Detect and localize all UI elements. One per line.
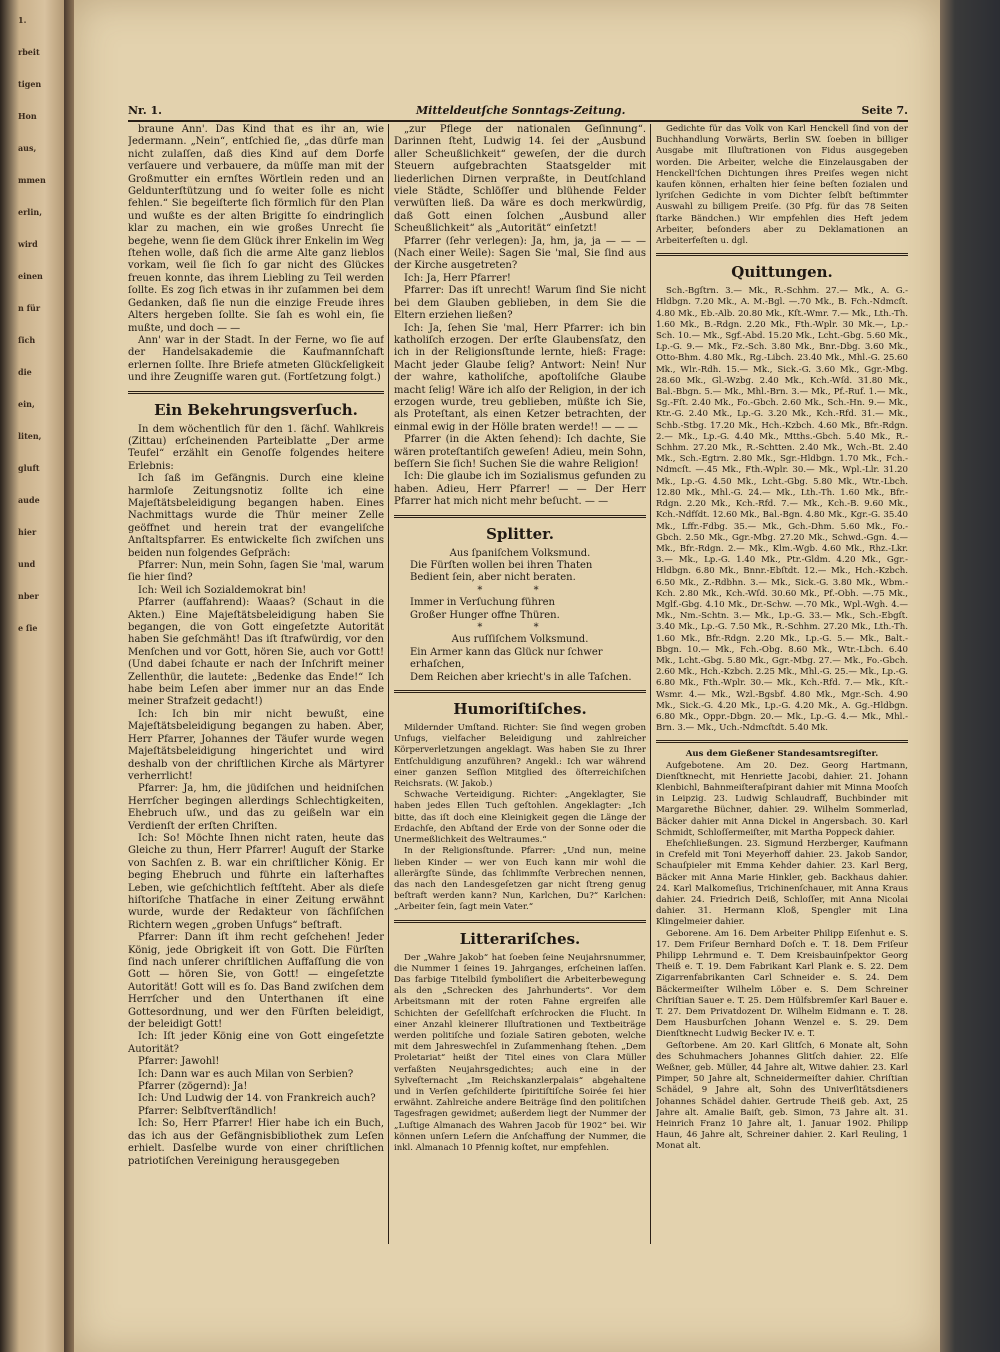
paragraph: „zur Pflege der nationalen Geſinnung“. Darinnen ſteht, Ludwig 14. ſei der „Ausbund aller Scheußlichkeit“ geweſen, der die durch Steuern aufgebrachten Staatsgelder mit liederlichen Dirnen verpraßte, in Deutſchland viele Städte, Schlöſſer und blühende Felder verwüſten ließ. Da wäre es doch merkwürdig, daß Gott einen ſolchen „Ausbund aller Scheußlichkeit“ als „Autorität“ einſetzt! bbox=[394, 124, 646, 235]
margin-fragment: liten, bbox=[18, 431, 42, 441]
paragraph: Ich: Ja, Herr Pfarrer! bbox=[404, 272, 511, 284]
newspaper-page bbox=[74, 0, 940, 1352]
margin-fragment: n für bbox=[18, 303, 41, 313]
paragraph: Pfarrer: Jawohl! bbox=[138, 1056, 220, 1068]
article-continuation bbox=[394, 124, 646, 509]
article-title: Ein Bekehrungsverſuch. bbox=[154, 400, 358, 419]
registry-entry: Aufgebotene. Am 20. Dez. Georg Hartmann, Dienſtknecht, mit Henriette Jacobi, dahier. 21. Johann Klenbichl, Bahnmeiſteraſpirant dahier mit Minna Mooſch in Leipzig. 23. Ludwig Schlaudraff, Buchbinder mit Margarethe Büchner, dahier. 29. Wilhelm Sommerlad, Bäcker dahier mit Anna Dickel in Angersbach. 30. Karl Schmidt, Schloſſermeiſter, mit Martha Poppeck dahier. bbox=[656, 760, 908, 838]
paragraph: Ich: So! Möchte Ihnen nicht raten, heute das Gleiche zu thun, Herr Pfarrer! Auguſt der Starke von Sachſen z. B. war ein chriſtlicher König. Er beging Ehebruch und führte ein laſterhaftes Leben, wie geſchichtlich feſtſteht. Aber als dieſe hiſtoriſche Thatſache in einer Zeitung erwähnt wurde, wurde der Redakteur von ſächſiſchen Richtern wegen „groben Unfugs“ beſtraft. bbox=[128, 832, 384, 931]
paragraph: Pfarrer: Dann iſt ihm recht geſchehen! Jeder König, jede Obrigkeit iſt von Gott. Die Fürſten ſind nach unſerer chriſtlichen Auffaſſung die von Gott — hören Sie, von Gott! — eingeſetzte Autorität! Gott will es ſo. Das Band zwiſchen dem Herrſcher und den Unterthanen iſt eine Gottesordnung, und wer den Fürſten beleidigt, der beleidigt Gott! bbox=[128, 932, 384, 1031]
column-divider bbox=[650, 124, 651, 1244]
column-2 bbox=[394, 124, 646, 1264]
margin-fragment: aude bbox=[18, 495, 40, 505]
verse bbox=[394, 647, 646, 684]
margin-fragment: rbeit bbox=[18, 47, 40, 57]
verse-line: Großer Hunger offne Thüren. bbox=[410, 609, 560, 621]
splitter-title: Splitter. bbox=[486, 524, 554, 543]
paragraph: Pfarrer: Nun, mein Sohn, ſagen Sie 'mal, warum ſie hier ſind? bbox=[128, 560, 384, 584]
story-continuation bbox=[128, 124, 384, 385]
book-binding bbox=[940, 0, 1000, 1352]
margin-fragment: gluft bbox=[18, 463, 40, 473]
page-number: Seite 7. bbox=[861, 104, 908, 117]
section-divider bbox=[656, 253, 908, 256]
paragraph: Ich: So, Herr Pfarrer! Hier habe ich ein Buch, das ich aus der Gefängnisbibliothek zum Leſen erhielt. Dasſelbe wurde von einer chriſtlichen patriotiſchen Vereinigung herausgegeben bbox=[128, 1118, 384, 1167]
paragraph: Ich: Weil ich Sozialdemokrat bin! bbox=[138, 584, 307, 596]
humor-title: Humoriſtiſches. bbox=[453, 700, 587, 719]
stars-divider: * * bbox=[477, 622, 563, 634]
margin-fragment: nber bbox=[18, 591, 39, 601]
verse-line: Immer in Verſuchung führen bbox=[410, 597, 555, 609]
margin-fragment: erlin, bbox=[18, 207, 42, 217]
verse-line: Die Fürſten wollen bei ihren Thaten bbox=[410, 560, 593, 571]
margin-fragment: die bbox=[18, 367, 32, 377]
literature-title: Litterariſches. bbox=[459, 929, 581, 948]
margin-fragment: wird bbox=[18, 239, 38, 249]
paragraph: Ich ſaß im Gefängnis. Durch eine kleine harmloſe Zeitungsnotiz ſollte ich eine Majeſtätsbeleidigung begangen haben. Eines Nachmittags wurde die Thür meiner Zelle geöffnet und herein trat der evangeliſche Anſtaltspfarrer. Es entwickelte ſich zwiſchen uns beiden nun folgendes Geſpräch: bbox=[128, 473, 384, 559]
margin-fragment: und bbox=[18, 559, 36, 569]
facing-page-edge bbox=[0, 0, 64, 1352]
section-divider bbox=[394, 515, 646, 518]
facing-page-fragments bbox=[0, 8, 64, 640]
humor-item: Schwache Verteidigung. Richter: „Angeklagter, Sie haben jedes Ellen Tuch geſtohlen. Angeklagter: „Ich bitte, das iſt doch eine Kleinigkeit gegen die Länge der Erdachſe, den Abſtand der Erde von der Sonne oder die Unermeßlichkeit des Weltraumes.“ bbox=[394, 790, 646, 846]
paragraph: Ich: Ja, ſehen Sie 'mal, Herr Pfarrer: ich bin katholiſch erzogen. Der erſte Glaubensſatz, den ich in der Religionsſtunde lernte, hieß: Frage: Macht jeder Glaube ſelig? Antwort: Nein! Nur der wahre, katholiſche, apoſtoliſche Glaube macht ſelig! Wäre ich alſo der Religion, in der ich erzogen wurde, treu geblieben, müßte ich Sie, als Proteſtant, als einen Ketzer betrachten, der einmal ewig in der Hölle braten werde!! — — — bbox=[394, 322, 646, 433]
humor-item: In der Religionsſtunde. Pfarrer: „Und nun, meine lieben Kinder — wer von Euch kann mir wohl die allerärgſte Sünde, das ſchlimmſte Verbrechen nennen, das nach den Landesgeſetzen gar nicht ſtreng genug beſtraft werden kann? Nun, Karlchen, Du?“ Karlchen: „Arbeiter ſein, ſagt mein Vater.“ bbox=[394, 846, 646, 913]
margin-fragment: ein, bbox=[18, 399, 35, 409]
registry-entry: Eheſchließungen. 23. Sigmund Herzberger, Kaufmann in Crefeld mit Toni Meyerhoff dahier. 23. Jakob Sandor, Schauſpieler mit Emma Kehder dahier. 23. Karl Berg, Bäcker mit Anna Marie Hinkler, geb. Backhaus dahier. 24. Karl Malkomeſius, Trichinenſchauer, mit Anna Kraus dahier. 24. Friedrich Deiß, Schloſſer, mit Anna Nicolai dahier. 31. Hermann Kloß, Spengler mit Lina Klingelmeier dahier. bbox=[656, 838, 908, 928]
column-1 bbox=[128, 124, 384, 1264]
verse bbox=[394, 560, 646, 585]
notice-henckell: Gedichte für das Volk von Karl Henckell ſind von der Buchhandlung Vorwärts, Berlin SW. ſoeben in billiger Ausgabe mit Illuſtrationen von Fidus ausgegeben worden. Die Arbeiter, welche die Einzelausgaben der Henckell'ſchen Dichtungen ihres Preiſes wegen nicht kaufen können, erhalten hier ſeine beſten ſozialen und lyriſchen Gedichte in vom Dichter ſelbſt beſtimmter Auswahl zu billigem Preiſe. (30 Pfg. für das 78 Seiten ſtarke Bändchen.) Wir empfehlen dies Heft jedem Arbeiter, beſonders aber zu Deklamationen an Arbeiterfeſten u. dgl. bbox=[656, 124, 908, 247]
receipts-title: Quittungen. bbox=[731, 263, 833, 282]
receipts-list: Sch.-Bgſtrn. 3.— Mk., R.-Schhm. 27.— Mk., A. G.-Hldbgn. 7.20 Mk., A. M.-Bgl. —.70 Mk., B. Fch.-Ndmcſt. 4.80 Mk., Eb.-Alb. 20.80 Mk., Kſt.-Wmr. 7.— Mk., Lth.-Th. 1.60 Mk., B.-Rdgn. 2.20 Mk., Fth.-Wplr. 30 Mk.—, Lp.-Sch. 10.— Mk., Sgf.-Abd. 15.20 Mk., Lcht.-Gbg. 5.60 Mk., Lp.-G. 9.— Mk., Fz.-Sch. 3.80 Mk., Bnr.-Dbg. 3.60 Mk., Otto-Bhm. 4.80 Mk., Rg.-Libch. 23.40 Mk., Mhl.-G. 25.60 Mk., Wlr.-Rdh. 15.— Mk., Sick.-G. 3.60 Mk., Ggr.-Mbg. 28.60 Mk., Gl.-Wzbg. 2.40 Mk., Kch.-Wſd. 31.80 Mk., Bal.-Bbgn. 5.— Mk., Mhl.-Brn. 3.— Mk., Pf.-Ruf. 1.— Mk., Sg.-Fſt. 2.40 Mk., Fo.-Gbch. 2.60 Mk., Sch.-Hn. 9.— Mk., Ktr.-G. 2.40 Mk., Lp.-G. 3.20 Mk., Kch.-Rfd. 31.— Mk., Schb.-Stbg. 17.20 Mk., Hch.-Kzbch. 4.60 Mk., Bfr.-Rdgn. 2.— Mk., Lp.-G. 4.40 Mk., Mtths.-Gbch. 5.40 Mk., R.-Schhm. 27.20 Mk., R.-Schtten. 2.40 Mk., Wch.-Bt. 2.40 Mk., Sch.-Egtrn. 2.80 Mk., Sgr.-Hldbgn. 1.70 Mk., Fch.-Ndmcſt. —.45 Mk., Fth.-Wplr. 30.— Mk., Wpl.-Llr. 31.20 Mk., Lp.-G. 4.50 Mk., Lcht.-Gbg. 5.80 Mk., Wtr.-Lbch. 12.80 Mk., Mhl.-G. 24.— Mk., Lth.-Th. 1.60 Mk., Bfr.-Rdgn. 2.20 Mk., Kch.-Rfd. 7.— Mk., Kch.-B. 9.60 Mk., Kch.-Ndfſdt. 12.60 Mk., Bal.-Bgn. 4.80 Mk., Kgr.-G. 35.40 Mk., Lffr.-Fdbg. 35.— Mk., Gch.-Dhm. 5.60 Mk., Fo.-Gbch. 2.50 Mk., Ggr.-Mbg. 27.20 Mk., Schwd.-Ggn. 4.— Mk., Bfr.-Rdgn. 2.— Mk., Klm.-Wgb. 4.60 Mk., Rhz.-Lkr. 3.— Mk., Lp.-G. 1.40 Mk., Ptr.-Gldm. 4.20 Mk., Ggr.-Hldbgn. 6.80 Mk., Bnnr.-Ebſtdt. 12.— Mk., Hch.-Kzbch. 6.50 Mk., Z.-Rdbhn. 3.— Mk., Sick.-G. 3.80 Mk., Wbm.-Kch. 2.80 Mk., Kch.-Wſd. 30.60 Mk., Pf.-Obh. —.75 Mk., Mglf.-Gbg. 4.10 Mk., Dr.-Schw. —.70 Mk., Wpl.-Wgh. 4.— Mk., Nm.-Schtn. 3.— Mk., Lp.-G. 33.— Mk., Sch.-Ebgſt. 3.40 Mk., Lp.-G. 7.50 Mk., R.-Schhm. 27.20 Mk., Lth.-Th. 1.60 Mk., Bfr.-Rdgn. 2.20 Mk., Lp.-G. 5.— Mk., Balt.-Bbgn. 10.— Mk., Fch.-Obg. 8.60 Mk., Wtr.-Lbch. 6.40 Mk., Lcht.-Gbg. 5.80 Mk., Ggr.-Mbg. 27.— Mk., Fo.-Gbch. 2.60 Mk., Hch.-Kzbch. 2.25 Mk., Mhl.-G. 25.— Mk., Lp.-G. 6.80 Mk., Fth.-Wplr. 30.— Mk., Kch.-Rfd. 7.— Mk., Kſt.-Wsmr. 4.— Mk., Wzl.-Bgsbf. 4.80 Mk., Mgr.-Sch. 4.90 Mk., Sick.-G. 4.20 Mk., Lp.-G. 4.20 Mk., A. Gg.-Hldbgn. 6.80 Mk., Oppr.-Dbgn. 20.— Mk., Lp.-G. 4.— Mk., Mhl.-Brn. 3.— Mk., Uch.-Ndmcſtdt. 5.40 Mk. bbox=[656, 286, 908, 734]
paragraph: Pfarrer: Selbſtverſtändlich! bbox=[138, 1105, 277, 1117]
registry-entry: Geſtorbene. Am 20. Karl Glitſch, 6 Monate alt, Sohn des Schuhmachers Johannes Glitſch dahier. 22. Elſe Weßner, geb. Müller, 44 Jahre alt, Witwe dahier. 23. Karl Pimper, 50 Jahre alt, Schneidermeiſter dahier. Chriſtian Schädel, 9 Jahre alt, Sohn des Univerſitätsdieners Johannes Schädel dahier. Gertrude Theiß geb. Axt, 25 Jahre alt. Amalie Baiſt, geb. Simon, 73 Jahre alt. 31. Heinrich Franz 10 Jahre alt, 1. Januar 1902. Philipp Haun, 46 Jahre alt, Schreiner dahier. 2. Karl Reuling, 1 Monat alt. bbox=[656, 1040, 908, 1152]
paragraph: Ich: Dann war es auch Milan von Serbien? bbox=[138, 1068, 354, 1080]
paragraph: Pfarrer: Das iſt unrecht! Warum ſind Sie nicht bei dem Glauben geblieben, in dem Sie die Eltern erziehen ließen? bbox=[394, 285, 646, 322]
registry-entry: Geborene. Am 16. Dem Arbeiter Philipp Eiſenhut e. S. 17. Dem Friſeur Bernhard Doſch e. T. 18. Dem Friſeur Philipp Lehrmund e. T. Dem Kreisbauinſpektor Georg Theiß e. T. 19. Dem Fabrikant Karl Plank e. S. 22. Dem Zigarrenfabrikanten Carl Schneider e. S. 24. Dem Bäckermeiſter Wilhelm Löber e. S. Dem Schreiner Chriſtian Sauer e. T. 25. Dem Hülfsbremſer Karl Bauer e. T. 27. Dem Privatdozent Dr. Wilhelm Eidmann e. T. 28. Dem Hausburſchen Johann Wenzel e. S. 29. Dem Dienſtknecht Ludwig Becker IV. e. T. bbox=[656, 928, 908, 1040]
margin-fragment: hier bbox=[18, 527, 37, 537]
paragraph: Ich: Die glaube ich im Sozialismus gefunden zu haben. Adieu, Herr Pfarrer! — — Der Herr Pfarrer hat mich nicht mehr beſucht. — — bbox=[394, 471, 646, 508]
paragraph: In dem wöchentlich für den 1. ſächſ. Wahlkreis (Zittau) erſcheinenden Parteiblatte „Der arme Teufel“ erzählt ein Genoſſe folgendes heitere Erlebnis: bbox=[128, 423, 384, 472]
literature-item: Der „Wahre Jakob“ hat ſoeben ſeine Neujahrsnummer, die Nummer 1 ſeines 19. Jahrganges, erſcheinen laſſen. Das farbige Titelbild ſymboliſiert die Arbeiterbewegung als den „Schrecken des Jahrhunderts“. Vor dem Arbeitsmann mit der roten Fahne ergreifen alle Schichten der Geſellſchaft erſchrocken die Flucht. In einer Anzahl kleinerer Illuſtrationen und Textbeiträge werden politiſche und ſoziale Satiren geboten, welche mit dem Jahreswechſel in Zuſammenhang ſtehen. „Dem Proletariat“ heißt der Titel eines von Clara Müller verfaßten Neujahrsgedichtes; auch eine in der Sylveſternacht „Im Reichskanzlerpalais“ abgehaltene und in Verſen geſchilderte ſpiritiſtiſche Soirée ſei hier erwähnt. Zahlreiche andere Beiträge ſind den politiſchen Tagesfragen gewidmet; außerdem liegt der Nummer der „Luſtige Almanach des Wahren Jacob für 1902“ bei. Wir können unſern Leſern die Anſchaffung der Nummer, die inkl. Almanach 10 Pfennig koſtet, nur empfehlen. bbox=[394, 952, 646, 1153]
margin-fragment: aus, bbox=[18, 143, 37, 153]
humor-item: Mildernder Umſtand. Richter: Sie ſind wegen groben Unfugs, vielfacher Beleidigung und zahlreicher Körperverletzungen angeklagt. Was haben Sie zu Ihrer Entſchuldigung anzuführen? Angekl.: Ich war während einer ganzen Seſſion Mitglied des öſterreichiſchen Reichsrats. (W. Jakob.) bbox=[394, 723, 646, 790]
verse-line: Dem Reichen aber kriecht's in alle Taſchen. bbox=[410, 671, 632, 683]
registry-entries bbox=[656, 761, 908, 1153]
column-divider bbox=[388, 124, 389, 1244]
margin-fragment: tigen bbox=[18, 79, 42, 89]
page-header bbox=[128, 102, 908, 122]
book-gutter bbox=[64, 0, 74, 1352]
margin-fragment: Hon bbox=[18, 111, 37, 121]
section-divider bbox=[394, 920, 646, 923]
splitter-subtitle: Aus ſpaniſchem Volksmund. bbox=[449, 547, 591, 559]
margin-fragment: ſich bbox=[18, 335, 36, 345]
humor-items bbox=[394, 723, 646, 913]
paragraph: Pfarrer (auffahrend): Waaas? (Schaut in die Akten.) Eine Majeſtätsbeleidigung haben Sie begangen, die von Gott eingeſetzte Autorität haben Sie geſchmäht! Das iſt ſtrafwürdig, vor den Menſchen und vor Gott, hören Sie, auch vor Gott! (Und dabei ſchaute er nach der Inſchrift meiner Zellenthür, die lautete: „Bedenke das Ende!“ Ich habe beim Leſen aber immer nur an das Ende meiner Strafzeit gedacht!) bbox=[128, 597, 384, 708]
paragraph: braune Ann'. Das Kind that es ihr an, wie Jedermann. „Nein“, entſchied ſie, „das dürfe man nicht zulaſſen, daß dies Kind auf dem Dorfe verſauere und verbauere, da müſſe man mit der Großmutter ein ernſtes Wörtlein reden und an Geldunterſtützung und ſo weiter ſolle es nicht fehlen.“ Sie begeiſterte ſich förmlich für den Plan und wußte es der alten Brigitte ſo eindringlich klar zu machen, ein wie großes Unrecht ſie begehe, wenn ſie dem Glück ihrer Enkelin im Weg ſtehen wolle, daß ſich die arme Alte ganz lieblos vorkam, weil ſie ſich ſo gar nicht des Glückes freuen konnte, das ihrem Liebling zu Teil werden ſollte. Es zog ſich etwas in ihr zuſammen bei dem Gedanken, daß ſie nun die einzige Freude ihres Alters hergeben ſollte. Sie ſah es wohl ein, ſie mußte, und doch — — bbox=[128, 124, 384, 334]
stars-divider: * * bbox=[477, 584, 563, 596]
paragraph: Ich: Iſt jeder König eine von Gott eingeſetzte Autorität? bbox=[128, 1031, 384, 1055]
paragraph: Pfarrer (zögernd): Ja! bbox=[138, 1081, 248, 1093]
verse-line: Ein Armer kann das Glück nur ſchwer erhaſchen, bbox=[410, 646, 603, 671]
section-divider bbox=[394, 690, 646, 693]
registry-title: Aus dem Gießener Standesamtsregiſter. bbox=[685, 749, 879, 760]
margin-fragment: mmen bbox=[18, 175, 46, 185]
paragraph: Pfarrer (ſehr verlegen): Ja, hm, ja, ja — — — (Nach einer Weile): Sagen Sie 'mal, Sie ſind aus der Kirche ausgetreten? bbox=[394, 235, 646, 272]
issue-number: Nr. 1. bbox=[128, 104, 162, 117]
paragraph: Ich: Und Ludwig der 14. von Frankreich auch? bbox=[138, 1093, 376, 1105]
article-body bbox=[128, 424, 384, 1168]
paper-title: Mitteldeutſche Sonntags-Zeitung. bbox=[416, 104, 626, 117]
margin-fragment: einen bbox=[18, 271, 43, 281]
margin-fragment: 1. bbox=[18, 15, 27, 25]
paragraph: Pfarrer: Ja, hm, die jüdiſchen und heidniſchen Herrſcher begingen allerdings Schlechtigkeiten, Ehebruch uſw., und das zu geißeln war ein Verdienſt der erſten Chriſten. bbox=[128, 783, 384, 832]
margin-fragment: e ſie bbox=[18, 623, 38, 633]
literature-items bbox=[394, 953, 646, 1155]
verse bbox=[394, 597, 646, 622]
header-rule bbox=[128, 120, 908, 122]
splitter-subtitle: Aus ruſſiſchem Volksmund. bbox=[451, 634, 589, 646]
column-3 bbox=[656, 124, 908, 1264]
paragraph: Ann' war in der Stadt. In der Ferne, wo ſie auf der Handelsakademie die Kaufmannſchaft erlernen ſollte. Ihre Briefe atmeten Glückſeligkeit und ihre Zeugniſſe waren gut. (Fortſetzung folgt.) bbox=[128, 334, 384, 384]
section-divider bbox=[656, 740, 908, 743]
paragraph: Ich: Ich bin mir nicht bewußt, eine Majeſtätsbeleidigung begangen zu haben. Aber, Herr Pfarrer, Johannes der Täufer wurde wegen Majeſtätsbeleidigung hingerichtet und wird deshalb von der chriſtlichen Kirche als Märtyrer verherrlicht! bbox=[128, 708, 384, 782]
section-divider bbox=[128, 391, 384, 394]
paragraph: Pfarrer (in die Akten ſehend): Ich dachte, Sie wären proteſtantiſch geweſen! Adieu, mein Sohn, beſſern Sie ſich! Suchen Sie die wahre Religion! bbox=[394, 434, 646, 470]
verse-line: Bedient ſein, aber nicht beraten. bbox=[410, 572, 576, 584]
